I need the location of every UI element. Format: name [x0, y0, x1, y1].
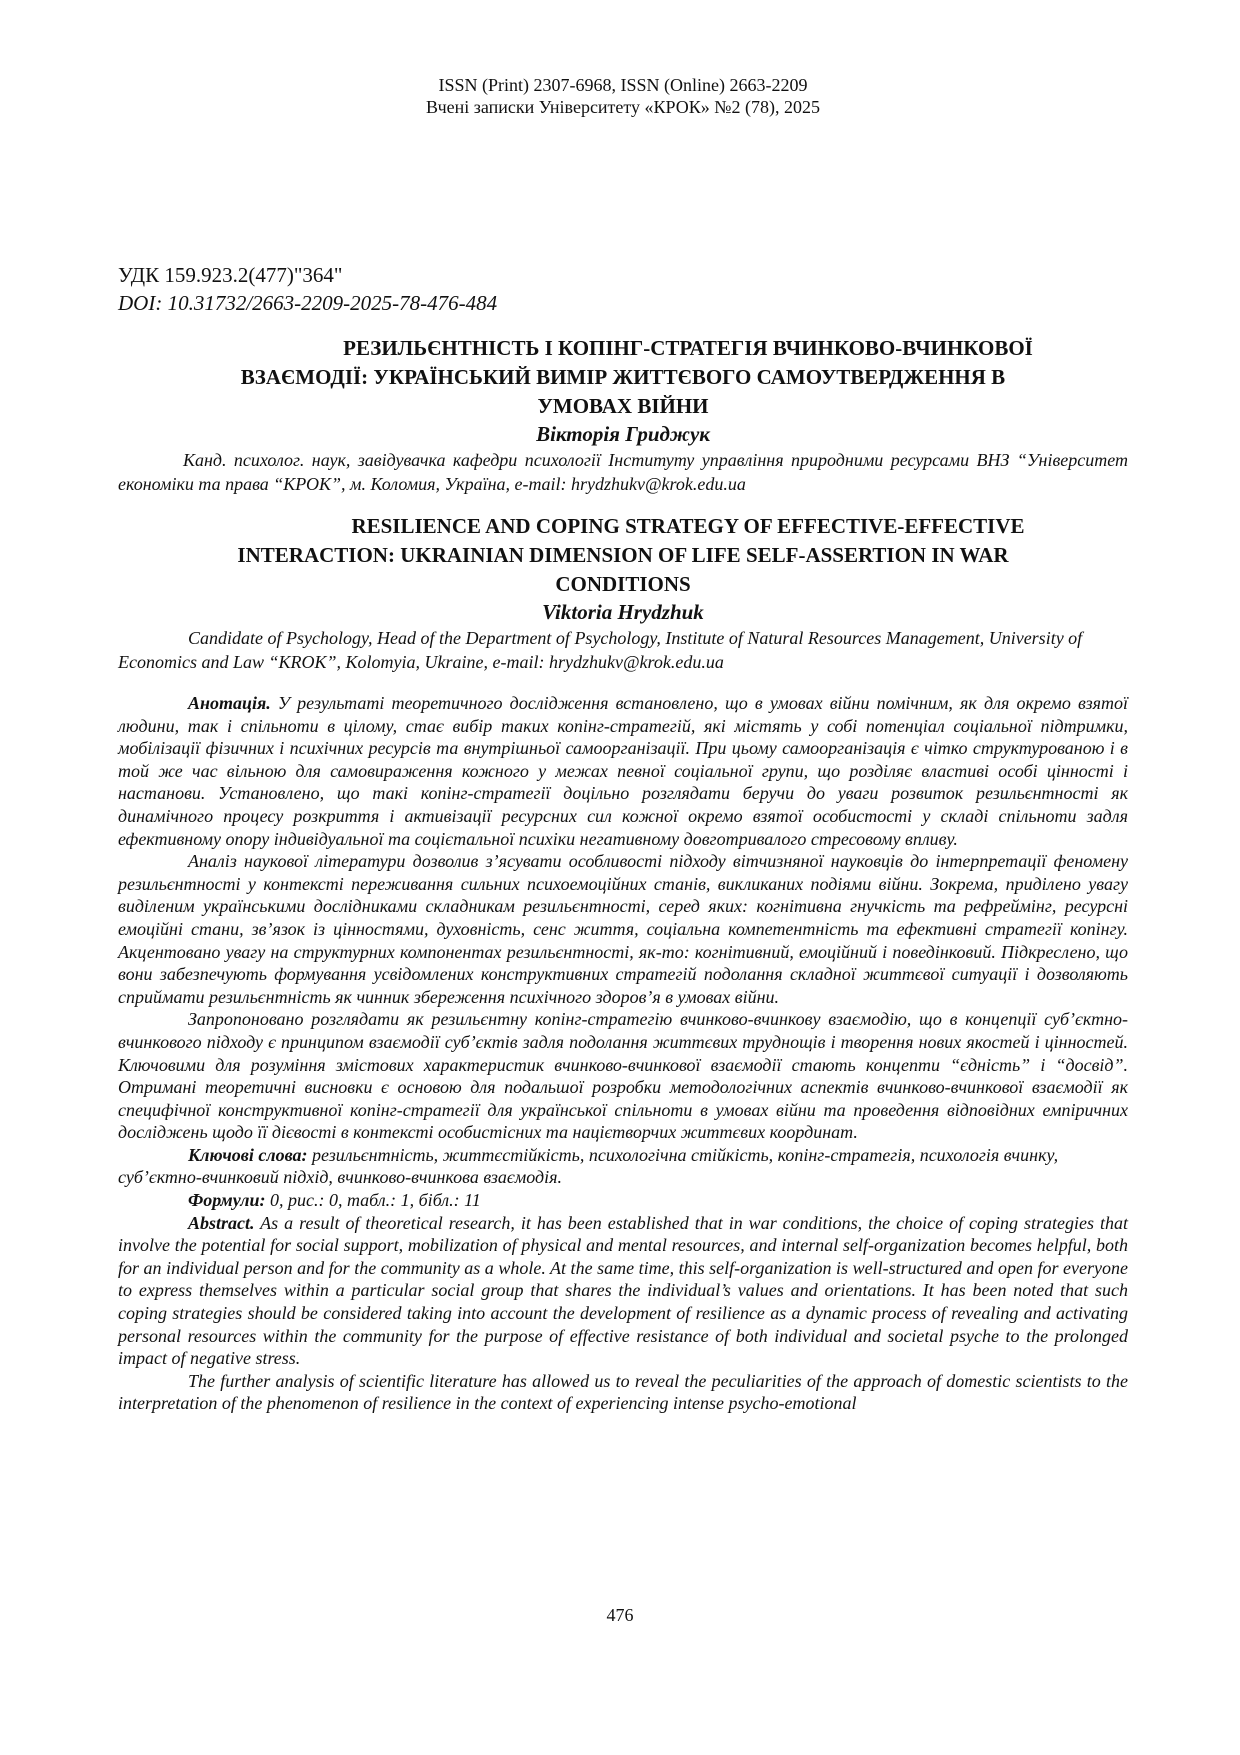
title-uk-line-1: РЕЗИЛЬЄНТНІСТЬ І КОПІНГ-СТРАТЕГІЯ ВЧИНКОВО-ВЧИНКОВОЇ	[343, 336, 1033, 360]
author-name-en: Viktoria Hrydzhuk	[542, 600, 704, 624]
title-en-line-2: INTERACTION: UKRAINIAN DIMENSION OF LIFE SELF-ASSERTION IN WAR	[237, 543, 1009, 567]
title-en-line-3: CONDITIONS	[555, 572, 691, 596]
annotation-text-1: У результаті теоретичного дослідження встановлено, що в умовах війни помічним, як для окремо взятої людини, так і спільноти в цілому, стає вибір таких копінг-стратегій, які містять у собі потенціал соціальної підтримки, мобілізації фізичних і психічних ресурсів та внутрішньої самоорганізації. При цьому самоорганізація є чітко структурованою і в той же час вільною для самовираження кожного у межах певної соціальної групи, що розділяє властиві особі цінності і настанови. Установлено, що такі копінг-стратегії доцільно розглядати беручи до уваги розвиток резильєнтності як динамічного процесу розкриття і активізації ресурсних сил кожної окремо взятої особистості у складі спільноти задля ефективному опору індивідуальної та соцієтальної психіки негативному довготривалого стресовому впливу.	[118, 693, 1128, 849]
keywords-uk-text: резильєнтність, життєстійкість, психологічна стійкість, копінг-стратегія, психологія вчинку, суб’єктно-вчинковий підхід, вчинково-вчинкова взаємодія.	[118, 1144, 1059, 1188]
formulas-uk-text: 0, рис.: 0, табл.: 1, бібл.: 11	[265, 1190, 481, 1211]
article-title-uk	[118, 334, 1128, 421]
abstract-en-paragraph-2: The further analysis of scientific literature has allowed us to reveal the peculiarities of the approach of domestic scientists to the interpretation of the phenomenon of resilience in the context of experiencing intense psycho-emotional	[118, 1370, 1128, 1414]
journal-issue-line: Вчені записки Університету «КРОК» №2 (78), 2025	[426, 97, 820, 117]
keywords-uk	[118, 1144, 1128, 1189]
annotation-paragraph-2: Аналіз наукової літератури дозволив з’ясувати особливості підходу вітчизняної науковців до інтерпретації феномену резильєнтності у контексті переживання сильних психоемоційних станів, викликаних подіями війни. Зокрема, приділено увагу виділеним українськими дослідниками складникам резильєнтності, серед яких: когнітивна гнучкість та рефреймінг, ресурсні емоційні стани, зв’язок із цінностями, духовність, сенс життя, соціальна компетентність та ефективні стратегії копінгу. Акцентовано увагу на структурних компонентах резильєнтності, як-то: когнітивний, емоційний і поведінковий. Підкреслено, що вони забезпечують формування усвідомлених конструктивних стратегій подолання складної життєвої ситуації і дозволяють сприймати резильєнтність як чинник збереження психічного здоров’я в умовах війни.	[118, 851, 1128, 1007]
title-uk-line-2: ВЗАЄМОДІЇ: УКРАЇНСЬКИЙ ВИМІР ЖИТТЄВОГО САМОУТВЕРДЖЕННЯ В	[240, 365, 1006, 389]
annotation-paragraph-1	[118, 692, 1128, 850]
author-name-uk: Вікторія Гриджук	[536, 422, 710, 446]
title-uk-line-3: УМОВАХ ВІЙНИ	[537, 394, 709, 418]
abstract-en-label: Abstract.	[188, 1212, 255, 1233]
page-number: 476	[606, 1605, 634, 1625]
affiliation-en: Candidate of Psychology, Head of the Department of Psychology, Institute of Natural Resources Management, University of Economics and Law “KROK”, Kolomyia, Ukraine, e-mail: hrydzhukv@krok.edu.ua	[118, 628, 1083, 672]
abstract-en-paragraph-1	[118, 1212, 1128, 1370]
formulas-uk-label: Формули:	[188, 1190, 266, 1211]
issn-line: ISSN (Print) 2307-6968, ISSN (Online) 2663-2209	[438, 75, 808, 95]
affiliation-uk: Канд. психолог. наук, завідувачка кафедри психології Інституту управління природними ресурсами ВНЗ “Університет економіки та права “КРОК”, м. Коломия, Україна, e-mail: hrydzhukv@krok.edu.ua	[118, 450, 1128, 494]
abstract-en-text-1: As a result of theoretical research, it has been established that in war conditions, the choice of coping strategies that involve the potential for social support, mobilization of physical and mental resources, and internal self-organization becomes helpful, both for an individual person and for the community as a whole. At the same time, this self-organization is well-structured and open for everyone to express themselves within a particular social group that shares the individual’s values and orientations. It has been noted that such coping strategies should be considered taking into account the development of resilience as a dynamic process of revealing and activating personal resources within the community for the purpose of effective resistance of both individual and societal psyche to the prolonged impact of negative stress.	[118, 1212, 1128, 1369]
abstract-section	[118, 692, 1128, 1415]
doi-link[interactable]: DOI: 10.31732/2663-2209-2025-78-476-484	[118, 291, 498, 315]
title-en-line-1: RESILIENCE AND COPING STRATEGY OF EFFECTIVE-EFFECTIVE	[351, 514, 1025, 538]
keywords-uk-label: Ключові слова:	[188, 1144, 308, 1165]
article-title-en	[118, 512, 1128, 599]
journal-header	[118, 74, 1128, 118]
formulas-uk	[118, 1189, 1128, 1212]
annotation-paragraph-3: Запропоновано розглядати як резильєнтну копінг-стратегію вчинково-вчинкову взаємодію, що в концепції суб’єктно-вчинкового підходу є принципом взаємодії суб’єктів задля подолання життєвих труднощів і творення нових якостей і цінностей. Ключовими для розуміння змістових характеристик вчинково-вчинкової взаємодії стають концепти “єдність” і “досвід”. Отримані теоретичні висновки є основою для подальшої розробки методологічних аспектів вчинково-вчинкової взаємодії як специфічної конструктивної копінг-стратегії для української спільноти в умовах війни та проведення відповідних емпіричних досліджень щодо її дієвості в контексті особистісних та націєтворчих життєвих координат.	[118, 1009, 1128, 1143]
annotation-label: Анотація.	[188, 693, 271, 713]
udc-code: УДК 159.923.2(477)"364"	[118, 263, 343, 287]
